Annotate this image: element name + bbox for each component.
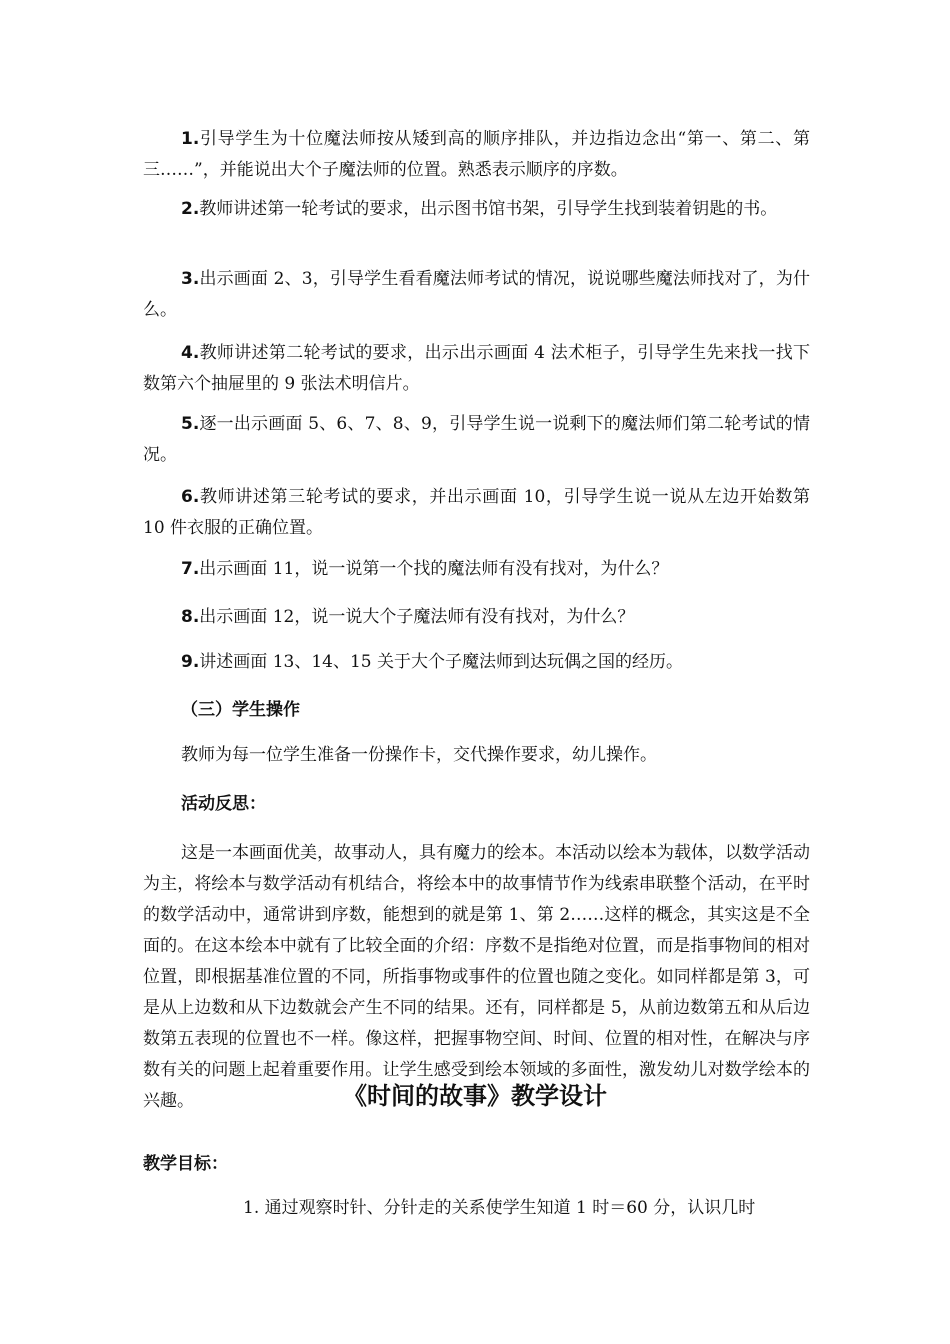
- goal-item: 1. 通过观察时针、分针走的关系使学生知道 1 时＝60 分，认识几时: [243, 1198, 756, 1218]
- step-number: 4.: [181, 343, 200, 363]
- step-number: 5.: [181, 414, 200, 434]
- step-number: 8.: [181, 607, 200, 627]
- step-text: 讲述画面 13、14、15 关于大个子魔法师到达玩偶之国的经历。: [199, 652, 683, 672]
- step-7: [143, 554, 810, 585]
- step-1: [143, 124, 810, 186]
- reflection-text: 这是一本画面优美，故事动人，具有魔力的绘本。本活动以绘本为载体，以数学活动为主，将绘本与数学活动有机结合，将绘本中的故事情节作为线索串联整个活动，在平时的数学活动中，通常讲到序数，能想到的就是第 1、第 2……这样的概念，其实这是不全面的。在这本绘本中就有了比较全面的介绍：序数不是指绝对位置，而是指事物间的相对位置，即根据基准位置的不同，所指事物或事件的位置也随之变化。如同样都是第 3，可是从上边数和从下边数就会产生不同的结果。还有，同样都是 5，从前边数第五和从后边数第五表现的位置也不一样。像这样，把握事物空间、时间、位置的相对性，在解决与序数有关的问题上起着重要作用。让学生感受到绘本领域的多面性，激发幼儿对数学绘本的兴趣。: [143, 843, 810, 1111]
- reflection-heading: 活动反思：: [181, 794, 266, 814]
- step-text: 逐一出示画面 5、6、7、8、9，引导学生说一说剩下的魔法师们第二轮考试的情况。: [143, 414, 810, 465]
- step-text: 出示画面 2、3，引导学生看看魔法师考试的情况，说说哪些魔法师找对了，为什么。: [143, 269, 810, 320]
- step-text: 出示画面 11，说一说第一个找的魔法师有没有找对，为什么？: [199, 559, 669, 579]
- step-2: [143, 194, 810, 225]
- step-text: 引导学生为十位魔法师按从矮到高的顺序排队，并边指边念出“第一、第二、第三……”，并能说出大个子魔法师的位置。熟悉表示顺序的序数。: [143, 129, 810, 180]
- step-text: 教师讲述第一轮考试的要求，出示图书馆书架，引导学生找到装着钥匙的书。: [199, 199, 778, 219]
- document-title: 《时间的故事》教学设计: [343, 1081, 607, 1110]
- step-4: [143, 338, 810, 400]
- section-text: 教师为每一位学生准备一份操作卡，交代操作要求，幼儿操作。: [181, 745, 657, 765]
- step-number: 1.: [181, 129, 200, 149]
- step-text: 教师讲述第三轮考试的要求，并出示画面 10，引导学生说一说从左边开始数第 10 件衣服的正确位置。: [143, 487, 810, 538]
- step-number: 7.: [181, 559, 200, 579]
- step-text: 教师讲述第二轮考试的要求，出示出示画面 4 法术柜子，引导学生先来找一找下数第六个抽屉里的 9 张法术明信片。: [143, 343, 810, 394]
- step-number: 6.: [181, 487, 200, 507]
- step-9: [143, 647, 810, 678]
- section-heading: （三）学生操作: [181, 700, 300, 720]
- step-number: 3.: [181, 269, 200, 289]
- step-3: [143, 264, 810, 326]
- step-5: [143, 409, 810, 471]
- step-6: [143, 482, 810, 544]
- step-8: [143, 602, 810, 633]
- step-number: 9.: [181, 652, 200, 672]
- goals-heading: 教学目标：: [143, 1154, 228, 1174]
- step-text: 出示画面 12，说一说大个子魔法师有没有找对，为什么？: [199, 607, 635, 627]
- step-number: 2.: [181, 199, 200, 219]
